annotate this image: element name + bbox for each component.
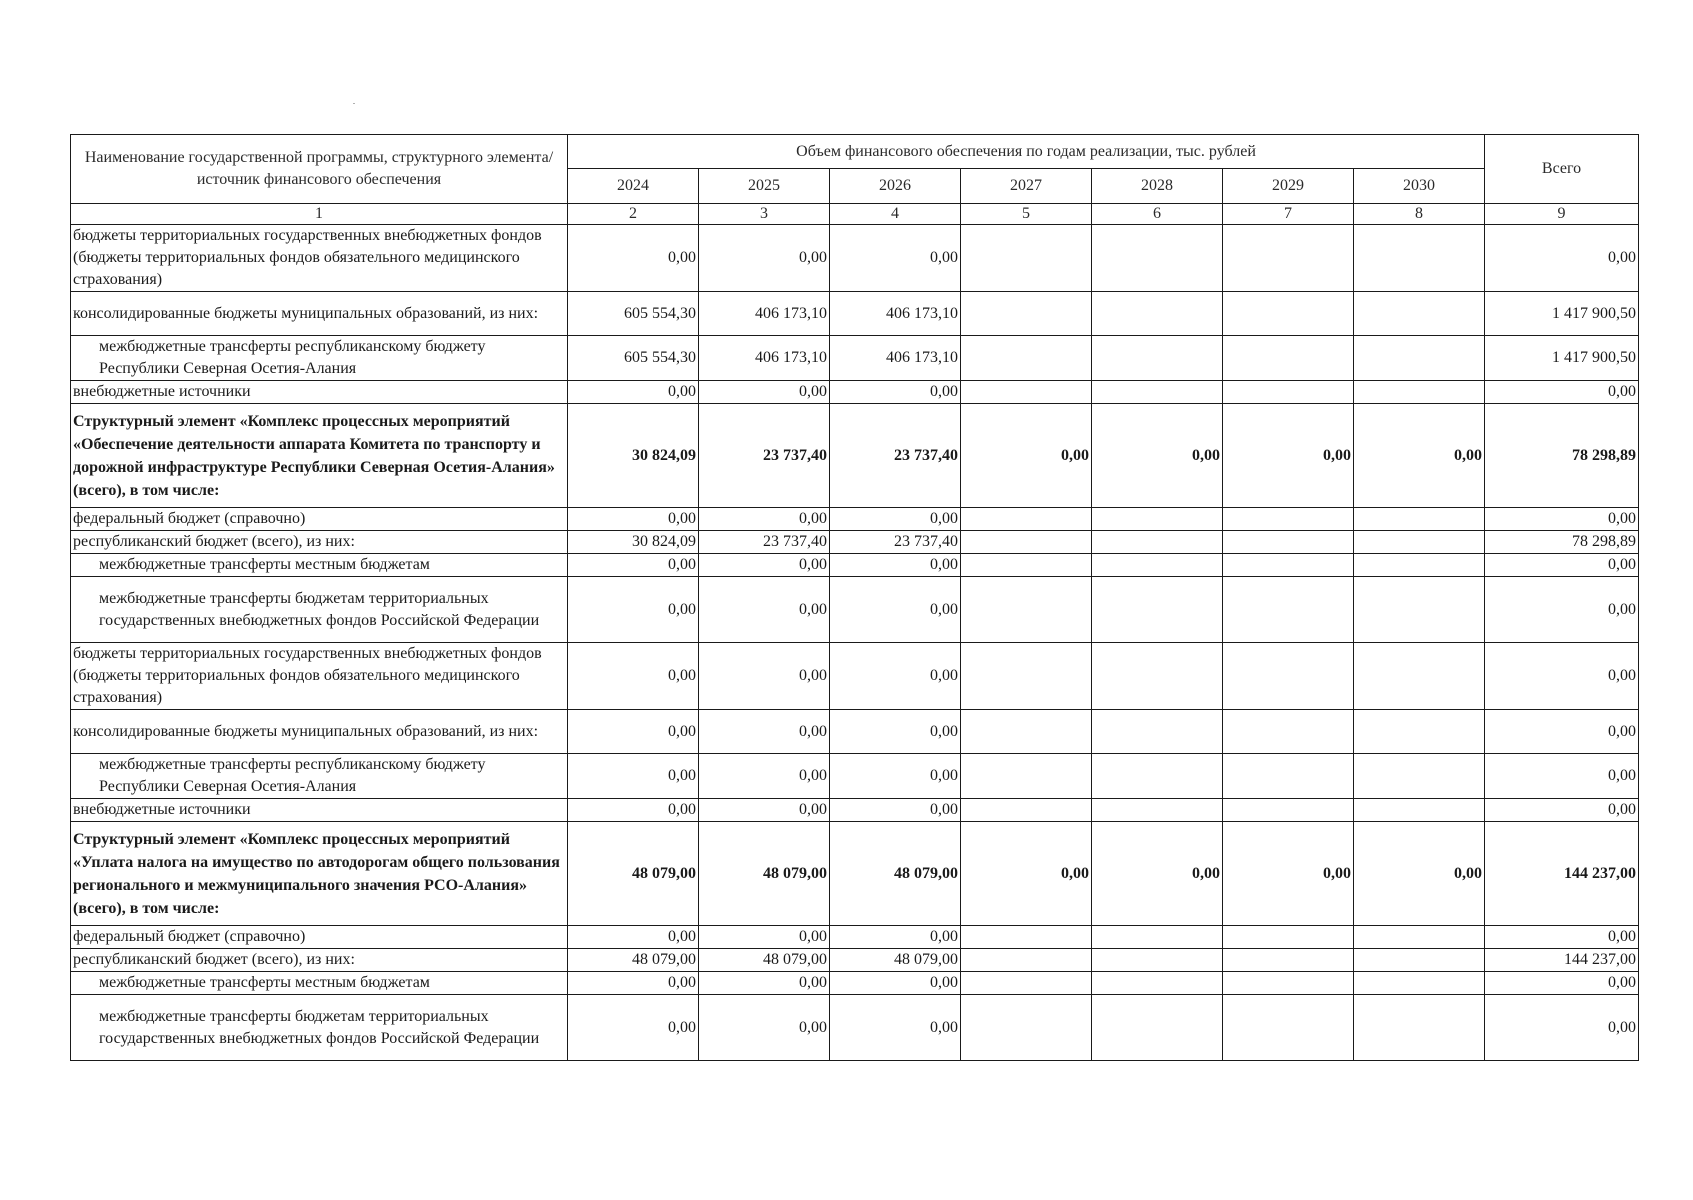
value-cell	[961, 710, 1092, 754]
value-cell: 406 173,10	[699, 336, 830, 381]
value-cell	[1354, 225, 1485, 292]
value-cell: 23 737,40	[699, 404, 830, 508]
total-cell: 0,00	[1485, 381, 1639, 404]
header-total-column: Всего	[1485, 135, 1639, 204]
header-year: 2028	[1092, 169, 1223, 204]
value-cell	[1092, 554, 1223, 577]
value-cell: 0,00	[830, 577, 961, 643]
header-year: 2024	[568, 169, 699, 204]
table-row	[71, 225, 1639, 292]
table-row-structural-element	[71, 822, 1639, 926]
header-year: 2030	[1354, 169, 1485, 204]
value-cell	[1223, 643, 1354, 710]
value-cell: 0,00	[699, 554, 830, 577]
row-name-cell: республиканский бюджет (всего), из них:	[71, 949, 568, 972]
value-cell	[1223, 926, 1354, 949]
value-cell: 30 824,09	[568, 531, 699, 554]
value-cell: 0,00	[1223, 822, 1354, 926]
value-cell: 0,00	[568, 554, 699, 577]
value-cell: 0,00	[830, 508, 961, 531]
header-year: 2025	[699, 169, 830, 204]
value-cell: 0,00	[1354, 822, 1485, 926]
value-cell	[1223, 949, 1354, 972]
value-cell	[1092, 926, 1223, 949]
value-cell: 0,00	[1223, 404, 1354, 508]
total-cell: 78 298,89	[1485, 531, 1639, 554]
value-cell	[1092, 949, 1223, 972]
value-cell	[961, 554, 1092, 577]
row-name-cell: бюджеты территориальных государственных внебюджетных фондов (бюджеты территориальных фондов обязательного медицинского страхования)	[71, 643, 568, 710]
value-cell	[1354, 799, 1485, 822]
total-cell: 1 417 900,50	[1485, 292, 1639, 336]
value-cell	[1223, 972, 1354, 995]
table-header	[71, 135, 1639, 225]
value-cell: 48 079,00	[568, 822, 699, 926]
value-cell	[1223, 225, 1354, 292]
table-row	[71, 292, 1639, 336]
value-cell: 406 173,10	[830, 336, 961, 381]
value-cell: 0,00	[699, 754, 830, 799]
value-cell	[961, 225, 1092, 292]
value-cell	[1354, 336, 1485, 381]
value-cell	[1092, 531, 1223, 554]
row-name-cell: межбюджетные трансферты республиканскому бюджету Республики Северная Осетия-Алания	[71, 336, 568, 381]
value-cell: 605 554,30	[568, 336, 699, 381]
row-name-cell: межбюджетные трансферты республиканскому бюджету Республики Северная Осетия-Алания	[71, 754, 568, 799]
value-cell: 0,00	[568, 799, 699, 822]
value-cell	[1354, 710, 1485, 754]
total-cell: 0,00	[1485, 577, 1639, 643]
value-cell: 0,00	[568, 710, 699, 754]
value-cell	[1354, 554, 1485, 577]
table-row	[71, 531, 1639, 554]
total-cell: 144 237,00	[1485, 949, 1639, 972]
value-cell	[1354, 577, 1485, 643]
table-body	[71, 225, 1639, 1061]
value-cell	[961, 292, 1092, 336]
header-year: 2027	[961, 169, 1092, 204]
value-cell: 48 079,00	[699, 949, 830, 972]
value-cell	[1092, 972, 1223, 995]
value-cell: 48 079,00	[830, 822, 961, 926]
total-cell: 78 298,89	[1485, 404, 1639, 508]
value-cell: 48 079,00	[699, 822, 830, 926]
row-name-cell: Структурный элемент «Комплекс процессных мероприятий «Уплата налога на имущество по автодорогам общего пользования регионального и межмуниципального значения РСО-Алания» (всего), в том числе:	[71, 822, 568, 926]
value-cell	[961, 949, 1092, 972]
column-number: 6	[1092, 204, 1223, 225]
value-cell: 0,00	[568, 225, 699, 292]
row-name-cell: федеральный бюджет (справочно)	[71, 508, 568, 531]
value-cell: 0,00	[830, 643, 961, 710]
value-cell	[1092, 336, 1223, 381]
value-cell: 0,00	[568, 643, 699, 710]
value-cell: 0,00	[830, 225, 961, 292]
value-cell	[1223, 577, 1354, 643]
value-cell: 0,00	[830, 710, 961, 754]
value-cell	[961, 381, 1092, 404]
value-cell	[1223, 292, 1354, 336]
table-row	[71, 710, 1639, 754]
column-number: 9	[1485, 204, 1639, 225]
value-cell	[961, 643, 1092, 710]
value-cell	[961, 995, 1092, 1061]
table-row	[71, 643, 1639, 710]
total-cell: 0,00	[1485, 508, 1639, 531]
row-name-cell: республиканский бюджет (всего), из них:	[71, 531, 568, 554]
value-cell	[961, 972, 1092, 995]
value-cell	[1354, 949, 1485, 972]
value-cell	[1354, 508, 1485, 531]
value-cell	[1223, 554, 1354, 577]
value-cell: 0,00	[830, 554, 961, 577]
total-cell: 0,00	[1485, 643, 1639, 710]
value-cell: 0,00	[830, 995, 961, 1061]
value-cell: 23 737,40	[830, 531, 961, 554]
table-row-structural-element	[71, 404, 1639, 508]
value-cell: 0,00	[699, 225, 830, 292]
total-cell: 0,00	[1485, 995, 1639, 1061]
row-name-cell: межбюджетные трансферты бюджетам территориальных государственных внебюджетных фондов Российской Федерации	[71, 995, 568, 1061]
table-row	[71, 972, 1639, 995]
value-cell	[961, 531, 1092, 554]
total-cell: 0,00	[1485, 754, 1639, 799]
value-cell: 0,00	[961, 822, 1092, 926]
row-name-cell: консолидированные бюджеты муниципальных образований, из них:	[71, 292, 568, 336]
value-cell: 0,00	[699, 710, 830, 754]
value-cell: 605 554,30	[568, 292, 699, 336]
value-cell	[1092, 754, 1223, 799]
table-row	[71, 949, 1639, 972]
value-cell: 0,00	[1092, 404, 1223, 508]
value-cell	[1223, 531, 1354, 554]
value-cell	[961, 799, 1092, 822]
value-cell	[1223, 336, 1354, 381]
value-cell	[1092, 799, 1223, 822]
value-cell: 0,00	[830, 381, 961, 404]
value-cell: 0,00	[568, 972, 699, 995]
value-cell	[1223, 754, 1354, 799]
value-cell	[1354, 531, 1485, 554]
value-cell: 0,00	[699, 508, 830, 531]
row-name-cell: бюджеты территориальных государственных внебюджетных фондов (бюджеты территориальных фондов обязательного медицинского страхования)	[71, 225, 568, 292]
table-row	[71, 554, 1639, 577]
row-name-cell: межбюджетные трансферты местным бюджетам	[71, 972, 568, 995]
header-name-column: Наименование государственной программы, структурного элемента/источник финансового обеспечения	[71, 135, 568, 204]
value-cell	[1223, 508, 1354, 531]
financing-table	[70, 134, 1639, 1061]
value-cell	[961, 754, 1092, 799]
total-cell: 0,00	[1485, 710, 1639, 754]
value-cell	[1092, 710, 1223, 754]
row-name-cell: консолидированные бюджеты муниципальных образований, из них:	[71, 710, 568, 754]
value-cell: 0,00	[699, 577, 830, 643]
value-cell	[1092, 292, 1223, 336]
total-cell: 0,00	[1485, 926, 1639, 949]
column-number: 1	[71, 204, 568, 225]
value-cell: 48 079,00	[568, 949, 699, 972]
table-row	[71, 926, 1639, 949]
row-name-cell: межбюджетные трансферты местным бюджетам	[71, 554, 568, 577]
value-cell: 0,00	[568, 926, 699, 949]
value-cell	[961, 577, 1092, 643]
row-name-cell: внебюджетные источники	[71, 799, 568, 822]
value-cell	[1354, 381, 1485, 404]
table-row	[71, 754, 1639, 799]
row-name-cell: федеральный бюджет (справочно)	[71, 926, 568, 949]
value-cell: 0,00	[1354, 404, 1485, 508]
total-cell: 0,00	[1485, 225, 1639, 292]
value-cell: 0,00	[568, 381, 699, 404]
value-cell	[1354, 754, 1485, 799]
value-cell: 0,00	[699, 381, 830, 404]
header-year: 2029	[1223, 169, 1354, 204]
value-cell	[961, 508, 1092, 531]
value-cell	[961, 336, 1092, 381]
value-cell: 0,00	[830, 972, 961, 995]
value-cell	[1354, 643, 1485, 710]
value-cell	[1223, 995, 1354, 1061]
value-cell	[1092, 995, 1223, 1061]
value-cell	[1092, 225, 1223, 292]
value-cell: 406 173,10	[699, 292, 830, 336]
column-number: 3	[699, 204, 830, 225]
table-row	[71, 995, 1639, 1061]
value-cell: 0,00	[699, 643, 830, 710]
column-number: 7	[1223, 204, 1354, 225]
header-volume-group: Объем финансового обеспечения по годам реализации, тыс. рублей	[568, 135, 1485, 169]
value-cell: 0,00	[699, 926, 830, 949]
value-cell: 406 173,10	[830, 292, 961, 336]
total-cell: 0,00	[1485, 972, 1639, 995]
value-cell: 0,00	[699, 972, 830, 995]
value-cell	[1223, 799, 1354, 822]
row-name-cell: внебюджетные источники	[71, 381, 568, 404]
row-name-cell: межбюджетные трансферты бюджетам территориальных государственных внебюджетных фондов Российской Федерации	[71, 577, 568, 643]
column-number: 5	[961, 204, 1092, 225]
value-cell	[1354, 972, 1485, 995]
value-cell: 0,00	[568, 995, 699, 1061]
value-cell: 0,00	[961, 404, 1092, 508]
row-name-cell: Структурный элемент «Комплекс процессных мероприятий «Обеспечение деятельности аппарата Комитета по транспорту и дорожной инфраструктуре Республики Северная Осетия-Алания» (всего), в том числе:	[71, 404, 568, 508]
scan-speck	[353, 103, 355, 104]
value-cell: 0,00	[568, 577, 699, 643]
table-row	[71, 577, 1639, 643]
column-number: 4	[830, 204, 961, 225]
value-cell: 23 737,40	[699, 531, 830, 554]
header-year: 2026	[830, 169, 961, 204]
value-cell: 0,00	[830, 799, 961, 822]
value-cell	[1092, 381, 1223, 404]
value-cell	[1354, 292, 1485, 336]
value-cell	[1092, 508, 1223, 531]
value-cell: 0,00	[699, 799, 830, 822]
value-cell	[1223, 710, 1354, 754]
column-number: 2	[568, 204, 699, 225]
value-cell	[1354, 995, 1485, 1061]
value-cell: 0,00	[568, 508, 699, 531]
table-row	[71, 381, 1639, 404]
value-cell	[961, 926, 1092, 949]
table-row	[71, 336, 1639, 381]
value-cell: 0,00	[568, 754, 699, 799]
total-cell: 0,00	[1485, 799, 1639, 822]
value-cell	[1223, 381, 1354, 404]
value-cell	[1092, 643, 1223, 710]
column-number: 8	[1354, 204, 1485, 225]
value-cell: 0,00	[1092, 822, 1223, 926]
value-cell	[1354, 926, 1485, 949]
value-cell: 30 824,09	[568, 404, 699, 508]
value-cell: 23 737,40	[830, 404, 961, 508]
value-cell: 0,00	[699, 995, 830, 1061]
total-cell: 144 237,00	[1485, 822, 1639, 926]
value-cell: 48 079,00	[830, 949, 961, 972]
total-cell: 0,00	[1485, 554, 1639, 577]
value-cell: 0,00	[830, 926, 961, 949]
table-row	[71, 508, 1639, 531]
total-cell: 1 417 900,50	[1485, 336, 1639, 381]
value-cell: 0,00	[830, 754, 961, 799]
value-cell	[1092, 577, 1223, 643]
table-row	[71, 799, 1639, 822]
